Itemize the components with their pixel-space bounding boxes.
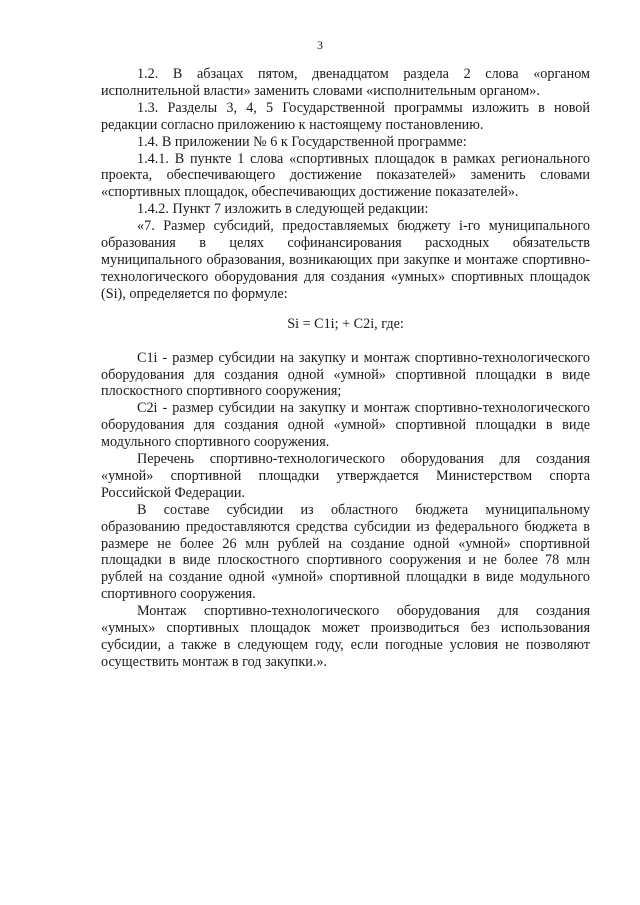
paragraph-c1i-definition: C1i - размер субсидии на закупку и монтаж спортивно-технологического оборудования для создания одной «умной» спортивной площадки в виде плоскостного спортивного сооружения; <box>101 349 590 400</box>
document-body <box>101 66 590 671</box>
paragraph-1-4-1: 1.4.1. В пункте 1 слова «спортивных площадок в рамках регионального проекта, обеспечивающего достижение показателей» заменить словами «спортивных площадок, обеспечивающих достижение показателей». <box>101 150 590 201</box>
page-number: 3 <box>317 38 323 52</box>
paragraph-1-4: 1.4. В приложении № 6 к Государственной программе: <box>137 133 467 150</box>
paragraph-1-4-2: 1.4.2. Пункт 7 изложить в следующей редакции: <box>137 201 429 218</box>
paragraph-equipment-list: Перечень спортивно-технологического оборудования для создания «умной» спортивной площадки утверждается Министерством спорта Российской Федерации. <box>101 451 590 501</box>
paragraph-c2i-definition: C2i - размер субсидии на закупку и монтаж спортивно-технологического оборудования для создания одной «умной» спортивной площадки в виде модульного спортивного сооружения. <box>101 400 590 451</box>
paragraph-installation: Монтаж спортивно-технологического оборудования для создания «умных» спортивных площадок может производиться без использования субсидии, а также в следующем году, если погодные условия не позволяют осуществить монтаж в год закупки.». <box>101 603 590 670</box>
paragraph-point-7: «7. Размер субсидий, предоставляемых бюджету i-го муниципального образования в целях софинансирования расходных обязательств муниципального образования, возникающих при закупке и монтаже спортивно-технологического оборудования для создания «умных» спортивных площадок (Si), определяется по формуле: <box>101 218 590 302</box>
paragraph-1-3: 1.3. Разделы 3, 4, 5 Государственной программы изложить в новой редакции согласно приложению к настоящему постановлению. <box>101 99 590 133</box>
formula: Si = C1i; + C2i, где: <box>287 315 404 332</box>
paragraph-subsidy-composition: В составе субсидии из областного бюджета муниципальному образованию предоставляются средства субсидии из федерального бюджета в размере не более 26 млн рублей на создание одной «умной» спортивной площадки в виде плоскостного спортивного сооружения и не более 78 млн рублей на создание одной «умной» спортивной площадки в виде модульного спортивного сооружения. <box>101 501 590 603</box>
paragraph-1-2: 1.2. В абзацах пятом, двенадцатом раздела 2 слова «органом исполнительной власти» заменить словами «исполнительным органом». <box>101 66 590 99</box>
